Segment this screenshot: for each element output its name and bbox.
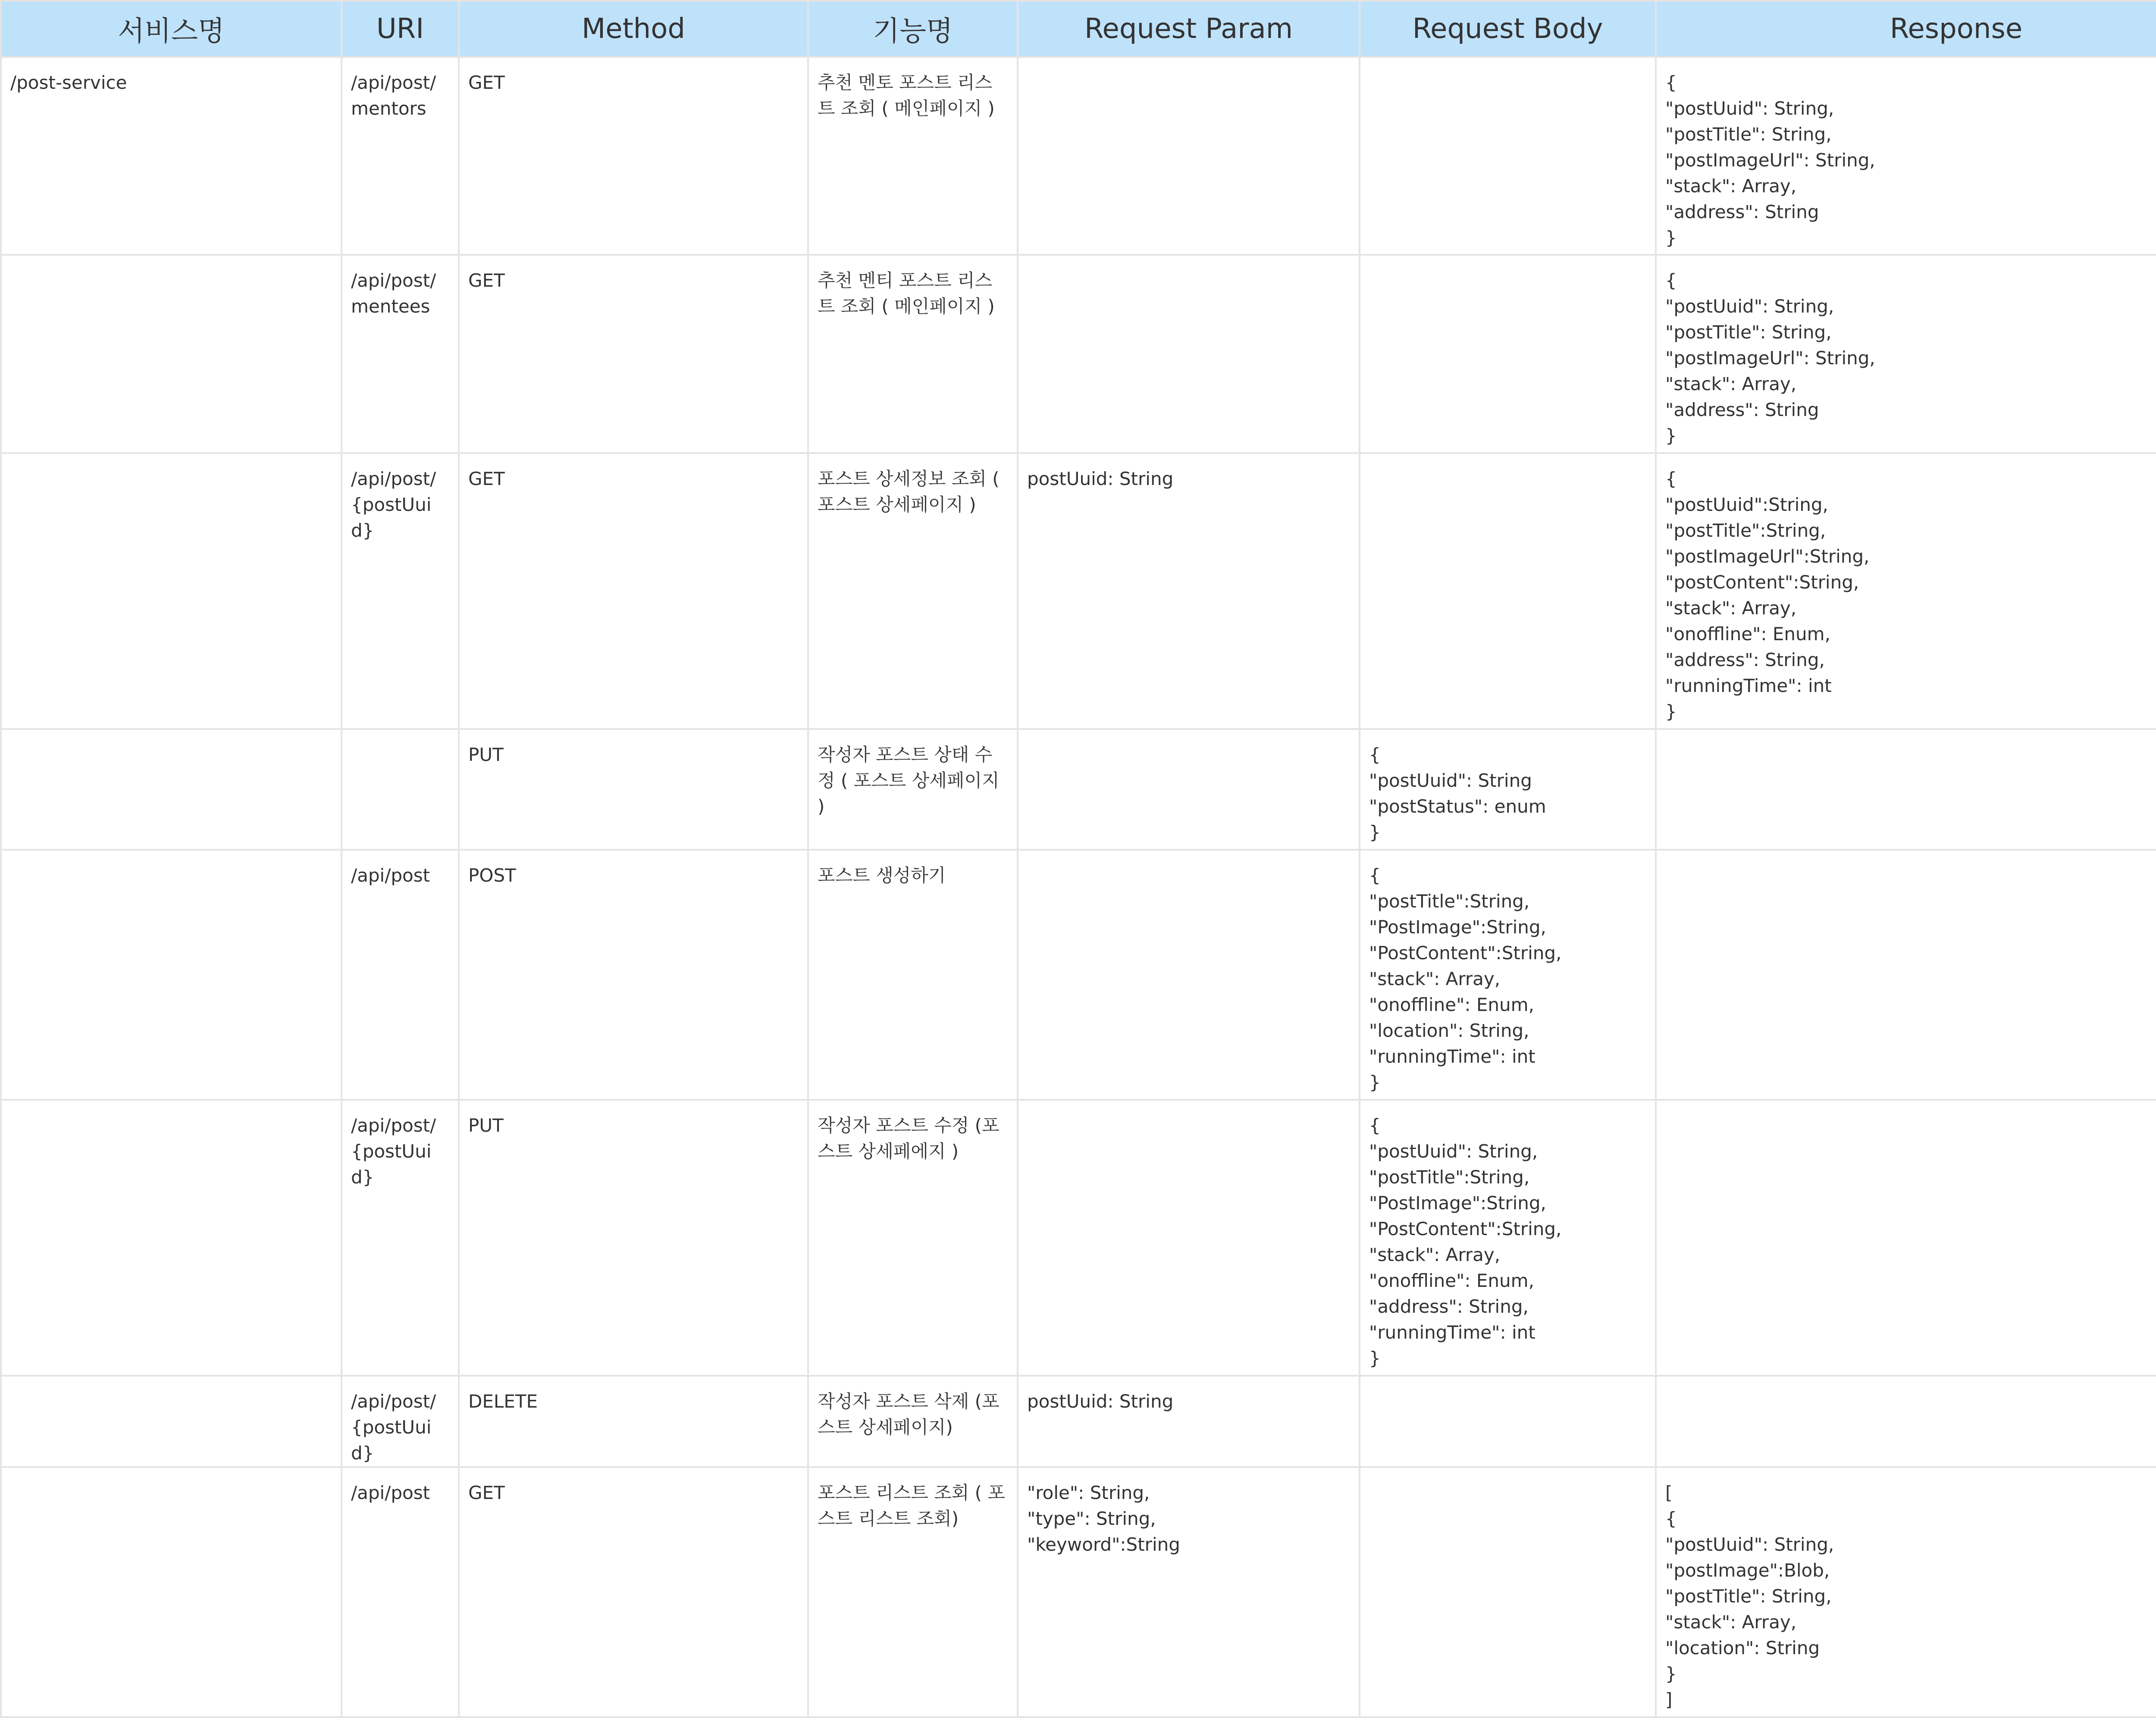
- cell-uri: /api/post: [342, 850, 459, 1100]
- cell-request-param: postUuid: String: [1018, 453, 1360, 729]
- cell-response: { "postUuid": String, "postTitle": String, "postImageUrl": String, "stack": Array, "address": String }: [1656, 255, 2156, 453]
- cell-uri: /api/post/ {postUuid}: [342, 1376, 459, 1467]
- cell-request-body: { "postUuid": String "postStatus": enum }: [1360, 729, 1656, 850]
- cell-uri: /api/post: [342, 1467, 459, 1717]
- cell-request-body: [1360, 1467, 1656, 1717]
- cell-response: [ { "postUuid": String, "postImage":Blob, "postTitle": String, "stack": Array, "location": String } ]: [1656, 1467, 2156, 1717]
- cell-request-body: [1360, 255, 1656, 453]
- header-request-body: Request Body: [1360, 1, 1656, 57]
- header-response: Response: [1656, 1, 2156, 57]
- table-row: [1, 850, 2156, 1100]
- cell-function-name: 포스트 리스트 조회 ( 포스트 리스트 조회): [808, 1467, 1018, 1717]
- cell-request-body: [1360, 57, 1656, 255]
- cell-uri: /api/post/ {postUuid}: [342, 1100, 459, 1376]
- cell-uri: [342, 729, 459, 850]
- table-row: [1, 1467, 2156, 1717]
- header-request-param: Request Param: [1018, 1, 1360, 57]
- header-row: [1, 1, 2156, 57]
- cell-method: GET: [459, 1467, 808, 1717]
- cell-method: GET: [459, 57, 808, 255]
- cell-method: POST: [459, 850, 808, 1100]
- cell-request-param: [1018, 255, 1360, 453]
- table-row: [1, 57, 2156, 255]
- cell-service: [1, 850, 342, 1100]
- cell-request-body: { "postTitle":String, "PostImage":String, "PostContent":String, "stack": Array, "onoffline": Enum, "location": String, "runningTime": int }: [1360, 850, 1656, 1100]
- cell-service: [1, 1376, 342, 1467]
- cell-request-param: postUuid: String: [1018, 1376, 1360, 1467]
- cell-service: [1, 729, 342, 850]
- cell-function-name: 작성자 포스트 수정 (포스트 상세페에지 ): [808, 1100, 1018, 1376]
- cell-response: [1656, 729, 2156, 850]
- cell-response: { "postUuid":String, "postTitle":String, "postImageUrl":String, "postContent":String, "stack": Array, "onoffline": Enum, "address": String, "runningTime": int }: [1656, 453, 2156, 729]
- cell-service: [1, 453, 342, 729]
- cell-function-name: 포스트 상세정보 조회 ( 포스트 상세페이지 ): [808, 453, 1018, 729]
- cell-function-name: 포스트 생성하기: [808, 850, 1018, 1100]
- cell-response: { "postUuid": String, "postTitle": String, "postImageUrl": String, "stack": Array, "address": String }: [1656, 57, 2156, 255]
- cell-request-param: [1018, 729, 1360, 850]
- cell-request-body: { "postUuid": String, "postTitle":String, "PostImage":String, "PostContent":String, "stack": Array, "onoffline": Enum, "address": String, "runningTime": int }: [1360, 1100, 1656, 1376]
- cell-request-body: [1360, 1376, 1656, 1467]
- table-row: [1, 1376, 2156, 1467]
- cell-response: [1656, 1376, 2156, 1467]
- cell-method: PUT: [459, 1100, 808, 1376]
- cell-request-param: "role": String, "type": String, "keyword":String: [1018, 1467, 1360, 1717]
- cell-request-param: [1018, 1100, 1360, 1376]
- cell-method: DELETE: [459, 1376, 808, 1467]
- cell-response: [1656, 850, 2156, 1100]
- table-row: [1, 729, 2156, 850]
- header-uri: URI: [342, 1, 459, 57]
- cell-request-param: [1018, 850, 1360, 1100]
- cell-service: [1, 255, 342, 453]
- cell-method: GET: [459, 255, 808, 453]
- cell-uri: /api/post/ {postUuid}: [342, 453, 459, 729]
- cell-uri: /api/post/ mentees: [342, 255, 459, 453]
- table-row: [1, 1100, 2156, 1376]
- cell-request-body: [1360, 453, 1656, 729]
- table-row: [1, 255, 2156, 453]
- cell-uri: /api/post/ mentors: [342, 57, 459, 255]
- cell-request-param: [1018, 57, 1360, 255]
- header-service-name: 서비스명: [1, 1, 342, 57]
- header-function-name: 기능명: [808, 1, 1018, 57]
- cell-method: GET: [459, 453, 808, 729]
- cell-method: PUT: [459, 729, 808, 850]
- cell-function-name: 작성자 포스트 삭제 (포스트 상세페이지): [808, 1376, 1018, 1467]
- cell-function-name: 작성자 포스트 상태 수정 ( 포스트 상세페이지 ): [808, 729, 1018, 850]
- cell-function-name: 추천 멘토 포스트 리스트 조회 ( 메인페이지 ): [808, 57, 1018, 255]
- table-row: [1, 453, 2156, 729]
- cell-response: [1656, 1100, 2156, 1376]
- cell-service: [1, 1467, 342, 1717]
- cell-service: [1, 1100, 342, 1376]
- cell-function-name: 추천 멘티 포스트 리스트 조회 ( 메인페이지 ): [808, 255, 1018, 453]
- header-method: Method: [459, 1, 808, 57]
- cell-service: /post-service: [1, 57, 342, 255]
